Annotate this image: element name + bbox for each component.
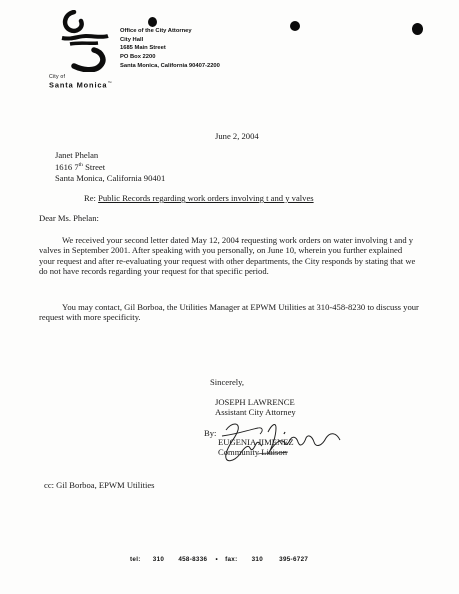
subject-text: Public Records regarding work orders involving t and y valves [98, 193, 314, 203]
office-address-block [120, 27, 220, 71]
office-line: 1685 Main Street [120, 45, 166, 52]
street-ordinal: th [78, 162, 83, 169]
tel-label: tel: [130, 556, 141, 563]
by-label: By: [204, 428, 217, 438]
trademark-mark: ™ [107, 80, 113, 85]
fax-number: 395-6727 [279, 556, 309, 563]
office-line: City Hall [120, 36, 144, 43]
salutation: Dear Ms. Phelan: [39, 213, 99, 223]
liaison-title: Community Liaison [218, 447, 287, 457]
handwritten-signature [218, 414, 348, 470]
body-paragraph: You may contact, Gil Borboa, the Utilities Manager at EPWM Utilities at 310-458-8230 to discuss your request with more specificity. [39, 302, 419, 323]
footer-contact [130, 556, 308, 563]
footer-bullet: • [215, 556, 218, 563]
city-logo-icon [60, 10, 110, 72]
body-paragraph: We received your second letter dated May 12, 2004 requesting work orders on water involving t and y valves in September 2001. After speaking with you personally, on June 10, wherein you further explained your request and after re-evaluating your request with other departments, the City responds by stating that we do not have records regarding your request for that specific period. [39, 235, 416, 277]
letter-date: June 2, 2004 [215, 131, 259, 141]
office-line: Office of the City Attorney [120, 28, 192, 34]
cc-line: cc: Gil Borboa, EPWM Utilities [44, 480, 155, 490]
fax-label: fax: [225, 556, 238, 563]
recipient-street [55, 160, 165, 172]
city-name-text: Santa Monica [49, 80, 108, 90]
tel-area: 310 [152, 556, 165, 563]
office-line: PO Box 2200 [120, 54, 156, 61]
fax-area: 310 [251, 556, 264, 563]
scan-dot [412, 23, 423, 35]
subject-line [84, 193, 314, 203]
recipient-city: Santa Monica, California 90401 [55, 172, 166, 183]
tel-number: 458-8336 [178, 556, 208, 563]
office-line: Santa Monica, California 90407-2200 [120, 62, 220, 69]
liaison-name: EUGENIA JIMENEZ [218, 437, 294, 447]
street-number: 1616 7 [55, 162, 79, 173]
recipient-name: Janet Phelan [55, 150, 99, 160]
signer-name: JOSEPH LAWRENCE [215, 397, 295, 407]
city-name-label [49, 80, 112, 89]
signer-title: Assistant City Attorney [215, 407, 296, 418]
closing: Sincerely, [210, 377, 245, 387]
city-of-label: City of [49, 74, 66, 80]
recipient-address [55, 150, 165, 183]
scan-dot [290, 21, 300, 31]
street-suffix: Street [82, 162, 106, 173]
subject-prefix: Re: [84, 193, 99, 203]
scan-dot [148, 17, 157, 27]
